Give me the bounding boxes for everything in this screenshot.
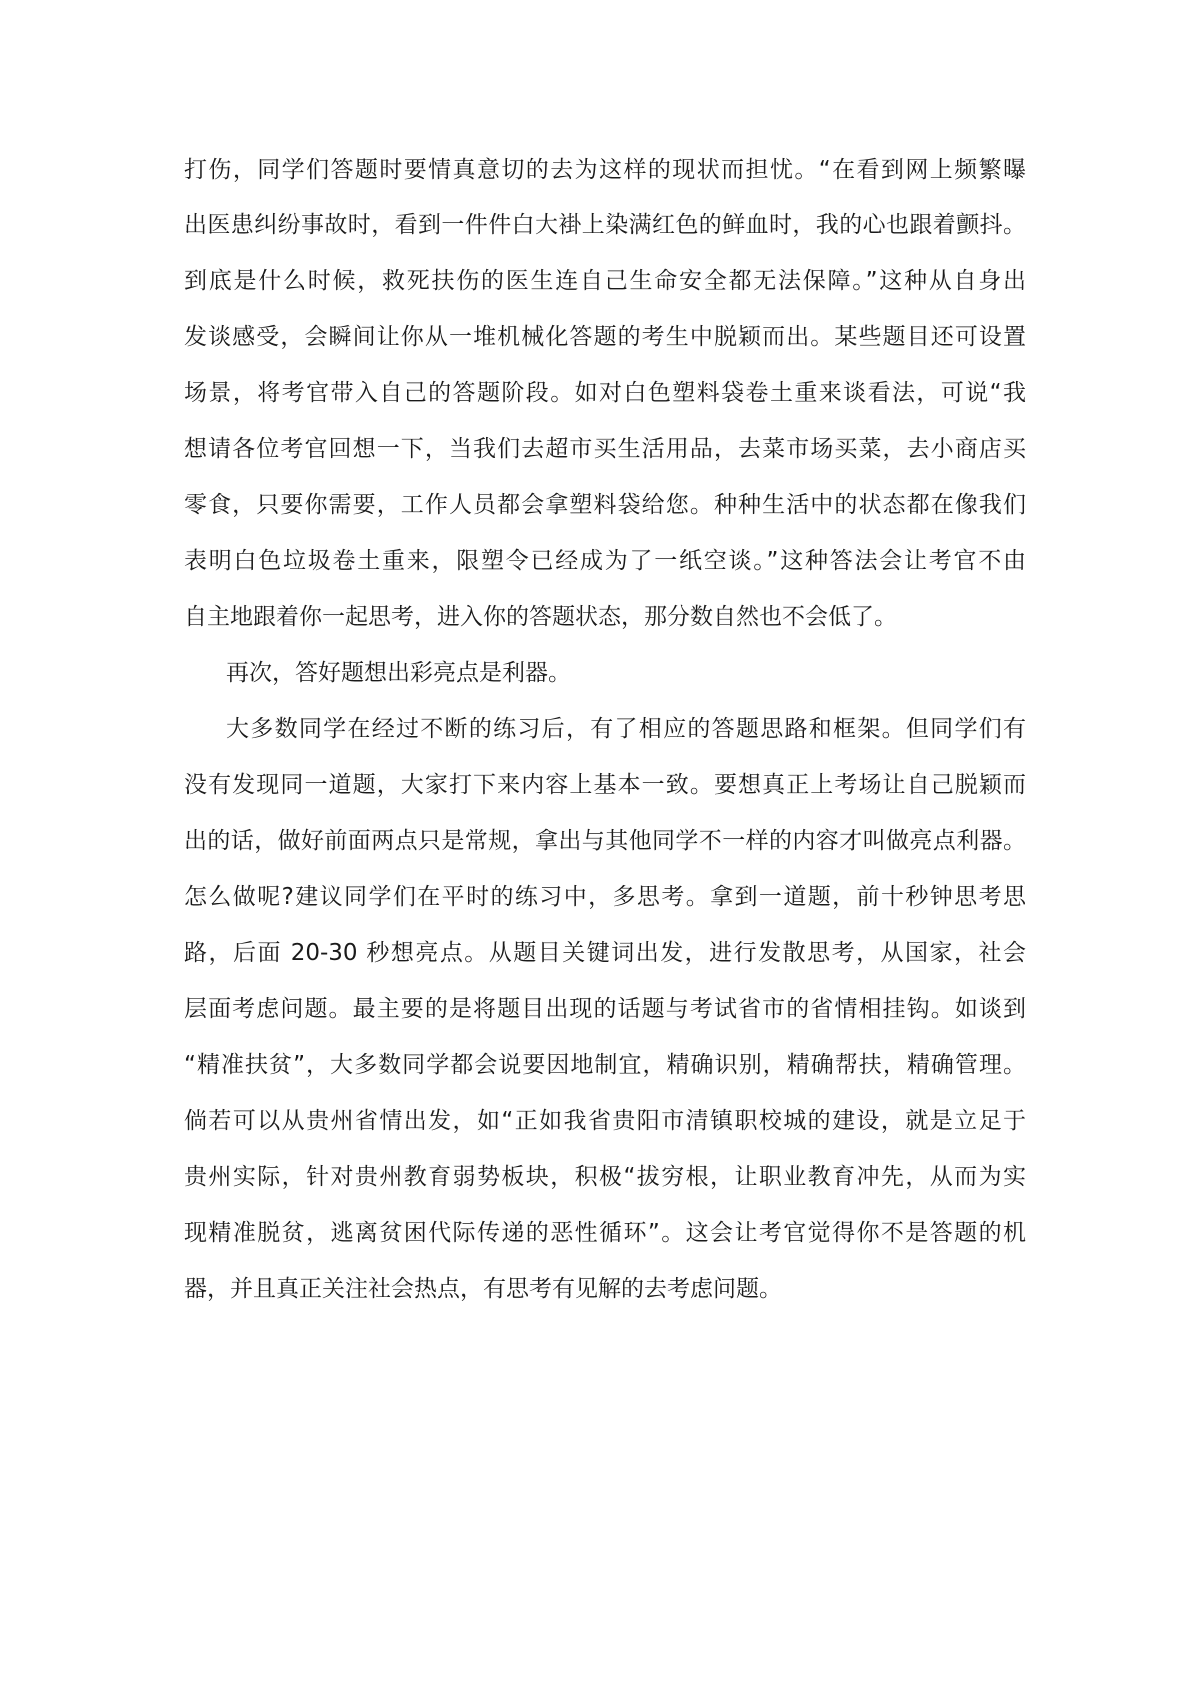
text-line: 层面考虑问题。最主要的是将题目出现的话题与考试省市的省情相挂钩。如谈到	[184, 996, 1026, 1022]
text-line: 倘若可以从贵州省情出发，如“正如我省贵阳市清镇职校城的建设，就是立足于	[184, 1108, 1026, 1134]
text-line: 器，并且真正关注社会热点，有思考有见解的去考虑问题。	[184, 1276, 782, 1302]
text-line: 怎么做呢?建议同学们在平时的练习中，多思考。拿到一道题，前十秒钟思考思	[184, 884, 1026, 910]
text-line: 表明白色垃圾卷土重来，限塑令已经成为了一纸空谈。”这种答法会让考官不由	[184, 548, 1026, 574]
text-line: 路，后面 20-30 秒想亮点。从题目关键词出发，进行发散思考，从国家，社会	[184, 940, 1026, 966]
text-line: 零食，只要你需要，工作人员都会拿塑料袋给您。种种生活中的状态都在像我们	[184, 492, 1026, 518]
text-line: 出的话，做好前面两点只是常规，拿出与其他同学不一样的内容才叫做亮点利器。	[184, 828, 1026, 854]
text-line: “精准扶贫”，大多数同学都会说要因地制宜，精确识别，精确帮扶，精确管理。	[184, 1052, 1026, 1078]
paragraph-heading: 再次，答好题想出彩亮点是利器。	[226, 660, 571, 686]
text-line: 大多数同学在经过不断的练习后，有了相应的答题思路和框架。但同学们有	[226, 716, 1026, 742]
text-line: 现精准脱贫，逃离贫困代际传递的恶性循环”。这会让考官觉得你不是答题的机	[184, 1220, 1026, 1246]
text-line: 场景，将考官带入自己的答题阶段。如对白色塑料袋卷土重来谈看法，可说“我	[184, 380, 1026, 406]
text-line: 出医患纠纷事故时，看到一件件白大褂上染满红色的鲜血时，我的心也跟着颤抖。	[184, 212, 1026, 238]
text-line: 没有发现同一道题，大家打下来内容上基本一致。要想真正上考场让自己脱颖而	[184, 772, 1026, 798]
text-line: 自主地跟着你一起思考，进入你的答题状态，那分数自然也不会低了。	[184, 604, 897, 630]
text-line: 打伤，同学们答题时要情真意切的去为这样的现状而担忧。“在看到网上频繁曝	[184, 157, 1026, 183]
text-line: 想请各位考官回想一下，当我们去超市买生活用品，去菜市场买菜，去小商店买	[184, 436, 1026, 462]
text-line: 贵州实际，针对贵州教育弱势板块，积极“拔穷根，让职业教育冲先，从而为实	[184, 1164, 1026, 1190]
text-line: 发谈感受，会瞬间让你从一堆机械化答题的考生中脱颖而出。某些题目还可设置	[184, 324, 1026, 350]
document-page	[184, 0, 1026, 1698]
text-line: 到底是什么时候，救死扶伤的医生连自己生命安全都无法保障。”这种从自身出	[184, 268, 1026, 294]
